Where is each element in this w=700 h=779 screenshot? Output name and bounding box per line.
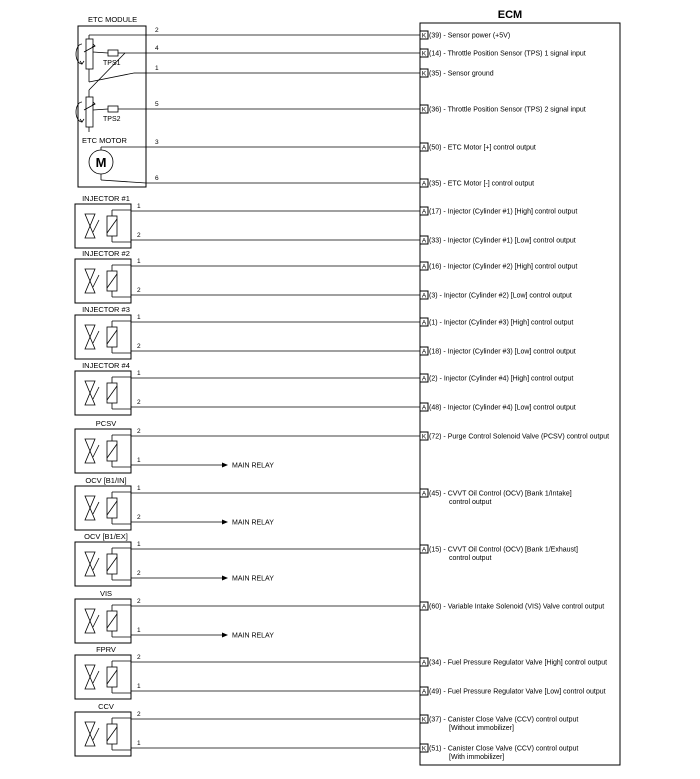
- etc-module-title: ETC MODULE: [88, 15, 138, 24]
- ecm-pin-function: Variable Intake Solenoid (VIS) Valve control output: [447, 603, 605, 611]
- main-relay-label: MAIN RELAY: [232, 632, 274, 640]
- component-box: [75, 542, 131, 586]
- ecm-pin-function: CVVT Oil Control (OCV) [Bank 1/Intake]: [447, 490, 572, 498]
- pin-number: 2: [137, 428, 141, 435]
- component-title: INJECTOR #2: [82, 249, 130, 258]
- component-title: OCV [B1/IN]: [85, 476, 127, 485]
- ecm-pin-function: Injector (Cylinder #4) [High] control output: [443, 375, 574, 383]
- ecm-pin-function: Injector (Cylinder #2) [Low] control output: [443, 292, 572, 300]
- ecm-pin-description: (35) - Sensor ground: [429, 70, 494, 78]
- ecm-pin-function: Fuel Pressure Regulator Valve [High] control output: [447, 659, 608, 667]
- component-wire: [131, 627, 274, 640]
- ecm-connector-letter: A: [421, 688, 427, 696]
- pin-number: 1: [137, 457, 141, 464]
- pin-number: 3: [155, 139, 159, 146]
- pin-number: 6: [155, 175, 159, 182]
- ecm-pin-description: (3) - Injector (Cylinder #2) [Low] control output: [429, 292, 572, 300]
- ecm-pin-description: (37) - Canister Close Valve (CCV) control output: [429, 716, 579, 724]
- ecm-pin-number: 49: [431, 688, 440, 696]
- pin-number: 1: [155, 65, 159, 72]
- ecm-connector-letter: A: [421, 490, 427, 498]
- ecm-connector-letter: A: [421, 319, 427, 327]
- ecm-pin-function: Injector (Cylinder #3) [High] control output: [443, 319, 574, 327]
- ecm-pin-description: (39) - Sensor power (+5V): [429, 32, 511, 40]
- pin-number: 2: [137, 514, 141, 521]
- component-title: FPRV: [96, 645, 116, 654]
- pin-number: 4: [155, 45, 159, 52]
- component-title: INJECTOR #4: [82, 361, 130, 370]
- ecm-pin-function-line2: [Without immobilizer]: [449, 725, 514, 732]
- ecm-connector-letter: A: [421, 546, 427, 554]
- ecm-connector-letter: K: [421, 433, 427, 441]
- component-title: INJECTOR #1: [82, 194, 130, 203]
- pin-number: 2: [137, 399, 141, 406]
- ecm-pin-description: (14) - Throttle Position Sensor (TPS) 1 signal input: [429, 50, 586, 58]
- ecm-pin-number: 39: [431, 32, 440, 40]
- ecm-connector-letter: K: [421, 70, 427, 78]
- ecm-pin-number: 50: [431, 144, 440, 152]
- ecm-pin-description: (18) - Injector (Cylinder #3) [Low] control output: [429, 348, 576, 356]
- ecm-pin-function: Injector (Cylinder #1) [High] control output: [447, 208, 578, 216]
- ecm-pin-description: (60) - Variable Intake Solenoid (VIS) Valve control output: [429, 603, 605, 611]
- ecm-box: [420, 23, 620, 765]
- ecm-connector-letter: A: [421, 348, 427, 356]
- pin-number: 2: [137, 711, 141, 718]
- pin-number: 1: [137, 370, 141, 377]
- ecm-pin-function: Canister Close Valve (CCV) control output: [447, 745, 579, 753]
- ecm-pin-number: 35: [431, 180, 440, 188]
- ecm-pin-number: 2: [431, 375, 436, 383]
- arrow-right-icon: [222, 576, 228, 581]
- component-wire: [131, 570, 274, 583]
- component-title: CCV: [98, 702, 114, 711]
- component-box: [75, 429, 131, 473]
- ecm-pin-number: 72: [431, 433, 440, 441]
- ecm-pin-number: 18: [431, 348, 440, 356]
- ecm-title: ECM: [497, 9, 523, 21]
- main-relay-label: MAIN RELAY: [232, 519, 274, 527]
- ecm-pin-function: CVVT Oil Control (OCV) [Bank 1/Exhaust]: [447, 546, 578, 554]
- tps2-label: TPS2: [103, 116, 121, 123]
- ecm-connector-letter: A: [421, 263, 427, 271]
- pin-number: 2: [137, 343, 141, 350]
- ecm-connector-letter: A: [421, 375, 427, 383]
- component-box: [75, 655, 131, 699]
- ecm-pin-description: (1) - Injector (Cylinder #3) [High] control output: [429, 319, 574, 327]
- tps1-label: TPS1: [103, 60, 121, 67]
- pin-number: 1: [137, 258, 141, 265]
- ecm-pin-number: 36: [431, 106, 440, 114]
- ecm-connector-letter: K: [421, 716, 427, 724]
- ecm-pin-number: 17: [431, 208, 440, 216]
- ecm-pin-function: Fuel Pressure Regulator Valve [Low] control output: [447, 688, 606, 696]
- component-box: [75, 599, 131, 643]
- component-box: [75, 486, 131, 530]
- ecm-pin-number: 48: [431, 404, 440, 412]
- component-title: VIS: [99, 589, 113, 598]
- pin-number: 1: [137, 203, 141, 210]
- arrow-right-icon: [222, 633, 228, 638]
- pin-number: 1: [137, 683, 141, 690]
- ecm-pin-number: 34: [431, 659, 440, 667]
- component-wire: [131, 457, 274, 470]
- ecm-pin-number: 45: [431, 490, 440, 498]
- component-box: [75, 371, 131, 415]
- ecm-pin-description: (16) - Injector (Cylinder #2) [High] control output: [429, 263, 578, 271]
- ecm-pin-description: (51) - Canister Close Valve (CCV) control output: [429, 745, 579, 753]
- pin-number: 1: [137, 485, 141, 492]
- ecm-pin-description: (45) - CVVT Oil Control (OCV) [Bank 1/Intake]: [429, 490, 572, 498]
- ecm-pin-function: Canister Close Valve (CCV) control output: [447, 716, 579, 724]
- etc-motor-letter: M: [95, 155, 107, 170]
- ecm-pin-description: (35) - ETC Motor [-] control output: [429, 180, 535, 188]
- component-wire: [131, 514, 274, 527]
- ecm-pin-function-line2: control output: [449, 555, 492, 562]
- ecm-connector-letter: A: [421, 237, 427, 245]
- pin-number: 2: [137, 570, 141, 577]
- ecm-pin-function: Injector (Cylinder #1) [Low] control output: [447, 237, 576, 245]
- ecm-connector-letter: A: [421, 292, 427, 300]
- ecm-pin-description: (48) - Injector (Cylinder #4) [Low] control output: [429, 404, 576, 412]
- etc-motor-title: ETC MOTOR: [82, 136, 127, 145]
- ecm-pin-number: 1: [431, 319, 436, 327]
- ecm-pin-description: (50) - ETC Motor [+] control output: [429, 144, 536, 152]
- component-title: PCSV: [95, 419, 117, 428]
- ecm-pin-number: 60: [431, 603, 440, 611]
- ecm-pin-function: Injector (Cylinder #2) [High] control output: [447, 263, 578, 271]
- pin-number: 1: [137, 541, 141, 548]
- ecm-pin-function-line2: control output: [449, 499, 492, 506]
- ecm-pin-number: 3: [431, 292, 436, 300]
- pin-number: 5: [155, 101, 159, 108]
- component-box: [75, 712, 131, 756]
- ecm-pin-function: Sensor power (+5V): [447, 32, 511, 40]
- ecm-pin-function: Injector (Cylinder #3) [Low] control output: [447, 348, 576, 356]
- ecm-pin-number: 51: [431, 745, 440, 753]
- ecm-pin-function: Sensor ground: [447, 70, 494, 78]
- pin-number: 2: [137, 287, 141, 294]
- component-box: [75, 315, 131, 359]
- ecm-pin-function: ETC Motor [+] control output: [447, 144, 536, 152]
- pin-number: 2: [155, 27, 159, 34]
- arrow-right-icon: [222, 520, 228, 525]
- ecm-pin-description: (49) - Fuel Pressure Regulator Valve [Low] control output: [429, 688, 606, 696]
- ecm-connector-letter: A: [421, 603, 427, 611]
- ecm-pin-description: (34) - Fuel Pressure Regulator Valve [High] control output: [429, 659, 608, 667]
- ecm-pin-description: (15) - CVVT Oil Control (OCV) [Bank 1/Exhaust]: [429, 546, 578, 554]
- component-title: INJECTOR #3: [82, 305, 130, 314]
- ecm-connector-letter: K: [421, 50, 427, 58]
- pin-number: 1: [137, 740, 141, 747]
- main-relay-label: MAIN RELAY: [232, 575, 274, 583]
- ecm-connector-letter: K: [421, 106, 427, 114]
- pin-number: 2: [137, 654, 141, 661]
- pin-number: 1: [137, 627, 141, 634]
- ecm-pin-description: (36) - Throttle Position Sensor (TPS) 2 signal input: [429, 106, 586, 114]
- ecm-connector-letter: K: [421, 32, 427, 40]
- ecm-pin-description: (17) - Injector (Cylinder #1) [High] control output: [429, 208, 578, 216]
- ecm-connector-letter: A: [421, 404, 427, 412]
- ecm-pin-function: Throttle Position Sensor (TPS) 2 signal input: [447, 106, 586, 114]
- ecm-pin-number: 37: [431, 716, 440, 724]
- pin-number: 2: [137, 232, 141, 239]
- component-title: OCV [B1/EX]: [84, 532, 128, 541]
- ecm-connector-letter: A: [421, 659, 427, 667]
- ecm-pin-number: 33: [431, 237, 440, 245]
- ecm-pin-number: 35: [431, 70, 440, 78]
- component-box: [75, 259, 131, 303]
- ecm-pin-function: ETC Motor [-] control output: [447, 180, 535, 188]
- arrow-right-icon: [222, 463, 228, 468]
- ecm-pin-description: (72) - Purge Control Solenoid Valve (PCSV) control output: [429, 433, 610, 441]
- pin-number: 1: [137, 314, 141, 321]
- ecm-pin-number: 15: [431, 546, 440, 554]
- ecm-connector-letter: A: [421, 144, 427, 152]
- ecm-pin-function-line2: [With immobilizer]: [449, 754, 505, 761]
- ecm-connector-letter: A: [421, 208, 427, 216]
- ecm-pin-function: Throttle Position Sensor (TPS) 1 signal input: [447, 50, 586, 58]
- ecm-connector-letter: K: [421, 745, 427, 753]
- ecm-pin-number: 14: [431, 50, 440, 58]
- pin-number: 2: [137, 598, 141, 605]
- ecm-pin-function: Purge Control Solenoid Valve (PCSV) control output: [447, 433, 610, 441]
- ecm-pin-function: Injector (Cylinder #4) [Low] control output: [447, 404, 576, 412]
- main-relay-label: MAIN RELAY: [232, 462, 274, 470]
- ecm-connector-letter: A: [421, 180, 427, 188]
- ecm-pin-description: (33) - Injector (Cylinder #1) [Low] control output: [429, 237, 576, 245]
- component-box: [75, 204, 131, 248]
- ecm-pin-description: (2) - Injector (Cylinder #4) [High] control output: [429, 375, 574, 383]
- ecm-pin-number: 16: [431, 263, 440, 271]
